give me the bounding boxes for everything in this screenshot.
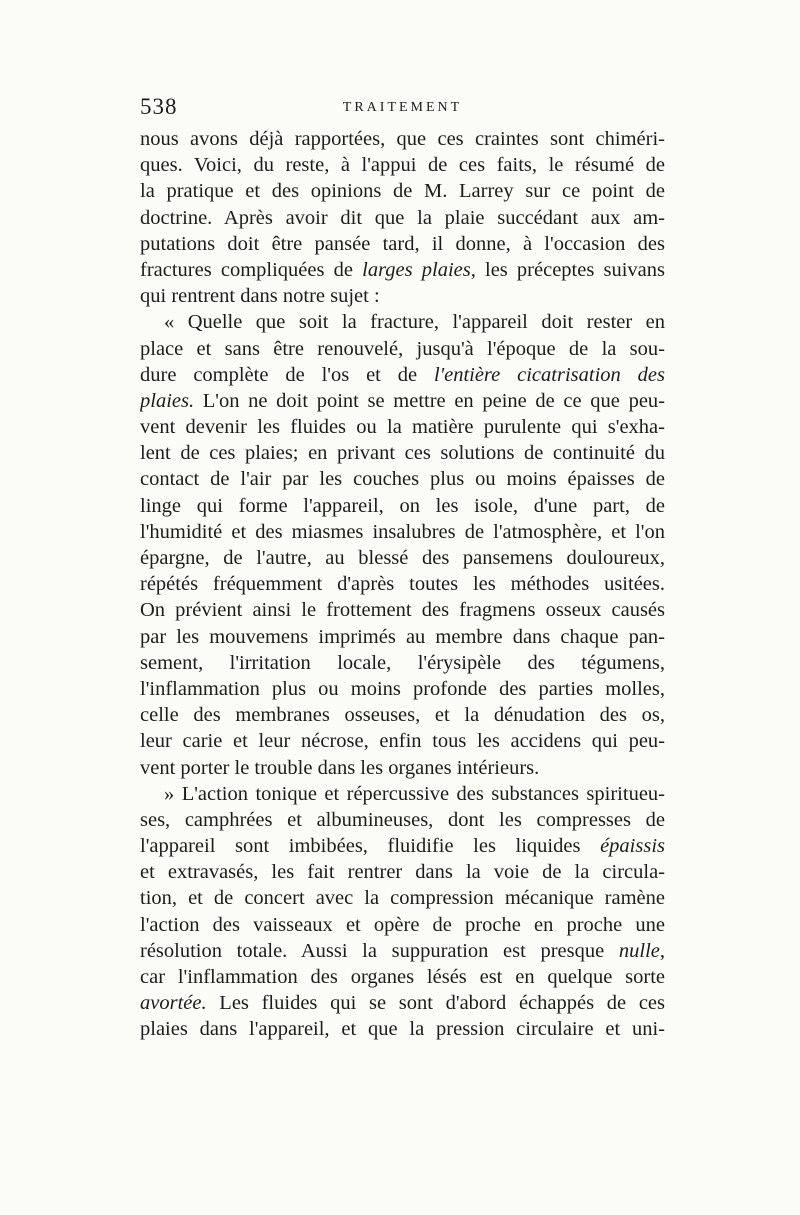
text-line [140, 178, 665, 204]
text-line [140, 571, 665, 597]
running-head: TRAITEMENT [342, 100, 463, 115]
text-segment: car l'inflammation des organes lésés est en quelque sorte [140, 966, 665, 988]
text-line [140, 833, 665, 859]
text-line [140, 624, 665, 650]
page-header [140, 94, 665, 122]
text-line [140, 231, 665, 257]
page-number: 538 [140, 94, 178, 119]
text-segment: linge qui forme l'appareil, on les isole, d'une part, de [140, 494, 665, 517]
text-segment: » L'action tonique et répercussive des substances spiritueu- [164, 782, 665, 805]
text-segment: l'appareil sont imbibées, fluidifie les liquides [140, 835, 601, 858]
text-segment: et extravasés, les fait rentrer dans la voie de la circula- [140, 861, 665, 884]
text-segment: ques. Voici, du reste, à l'appui de ces faits, le résumé de [140, 154, 665, 177]
text-line [140, 781, 665, 807]
text-segment: place et sans être renouvelé, jusqu'à l'époque de la sou- [140, 337, 665, 360]
text-segment: plaies dans l'appareil, et que la pression circulaire et uni- [140, 1018, 665, 1041]
text-line [140, 388, 665, 414]
text-segment: nous avons déjà rapportées, que ces craintes sont chiméri- [140, 128, 665, 150]
text-line [140, 807, 665, 833]
text-segment: celle des membranes osseuses, et la dénudation des os, [140, 704, 665, 727]
text-segment: l'inflammation plus ou moins profonde des parties molles, [140, 677, 665, 700]
text-line [140, 545, 665, 571]
text-line [140, 257, 665, 283]
italic-text: larges plaies, [362, 258, 476, 281]
italic-text: l'entière cicatrisation des [434, 363, 665, 386]
text-segment: l'humidité et des miasmes insalubres de l'atmosphère, et l'on [140, 520, 665, 543]
text-segment: l'action des vaisseaux et opère de proche en proche une [140, 913, 665, 936]
text-segment: leur carie et leur nécrose, enfin tous les accidens qui peu- [140, 730, 665, 753]
text-segment: lent de ces plaies; en privant ces solutions de continuité du [140, 442, 665, 465]
text-line [140, 650, 665, 676]
text-line [140, 1016, 665, 1042]
text-line [140, 126, 665, 152]
text-line [140, 519, 665, 545]
text-line [140, 702, 665, 728]
text-line [140, 283, 665, 309]
text-segment: la pratique et des opinions de M. Larrey sur ce point de [140, 180, 665, 203]
text-segment: contact de l'air par les couches plus ou moins épaisses de [140, 468, 665, 491]
text-segment: fractures compliquées de [140, 258, 363, 281]
body-text [140, 126, 665, 1043]
text-segment: tion, et de concert avec la compression mécanique ramène [140, 887, 665, 910]
text-segment: vent devenir les fluides ou la matière purulente qui s'exha- [140, 416, 665, 439]
text-segment: les préceptes suivans [475, 258, 665, 281]
text-segment: putations doit être pansée tard, il donne, à l'occasion des [140, 232, 665, 255]
text-segment: épargne, de l'autre, au blessé des pansemens douloureux, [140, 547, 665, 569]
text-line [140, 466, 665, 492]
text-line [140, 755, 665, 781]
italic-text: plaies. [140, 389, 195, 412]
text-segment: « Quelle que soit la fracture, l'appareil doit rester en [164, 311, 665, 334]
text-line [140, 414, 665, 440]
text-segment: sement, l'irritation locale, l'érysipèle des tégumens, [140, 651, 665, 674]
text-line [140, 493, 665, 519]
text-segment: doctrine. Après avoir dit que la plaie succédant aux am- [140, 206, 665, 229]
text-segment: ses, camphrées et albumineuses, dont les compresses de [140, 808, 665, 831]
text-line [140, 990, 665, 1016]
text-line [140, 336, 665, 362]
text-segment: Les fluides qui se sont d'abord échappés de ces [206, 992, 665, 1015]
italic-text: épaissis [600, 835, 665, 858]
italic-text: avortée. [140, 992, 207, 1015]
text-segment: L'on ne doit point se mettre en peine de ce que peu- [194, 389, 665, 412]
text-segment: résolution totale. Aussi la suppuration est presque [140, 939, 619, 962]
text-line [140, 152, 665, 178]
text-segment: vent porter le trouble dans les organes intérieurs. [140, 756, 540, 779]
text-segment: On prévient ainsi le frottement des fragmens osseux causés [140, 599, 665, 622]
text-line [140, 362, 665, 388]
text-line [140, 938, 665, 964]
text-line [140, 676, 665, 702]
text-line [140, 309, 665, 335]
text-segment: par les mouvemens imprimés au membre dans chaque pan- [140, 625, 665, 648]
text-line [140, 728, 665, 754]
text-segment: qui rentrent dans notre sujet : [140, 285, 380, 308]
text-line [140, 859, 665, 885]
text-segment: répétés fréquemment d'après toutes les méthodes usitées. [140, 573, 665, 596]
italic-text: nulle, [618, 939, 665, 962]
text-segment: dure complète de l'os et de [140, 363, 435, 386]
text-line [140, 912, 665, 938]
text-line [140, 964, 665, 990]
text-line [140, 885, 665, 911]
text-line [140, 205, 665, 231]
text-line [140, 597, 665, 623]
text-line [140, 440, 665, 466]
